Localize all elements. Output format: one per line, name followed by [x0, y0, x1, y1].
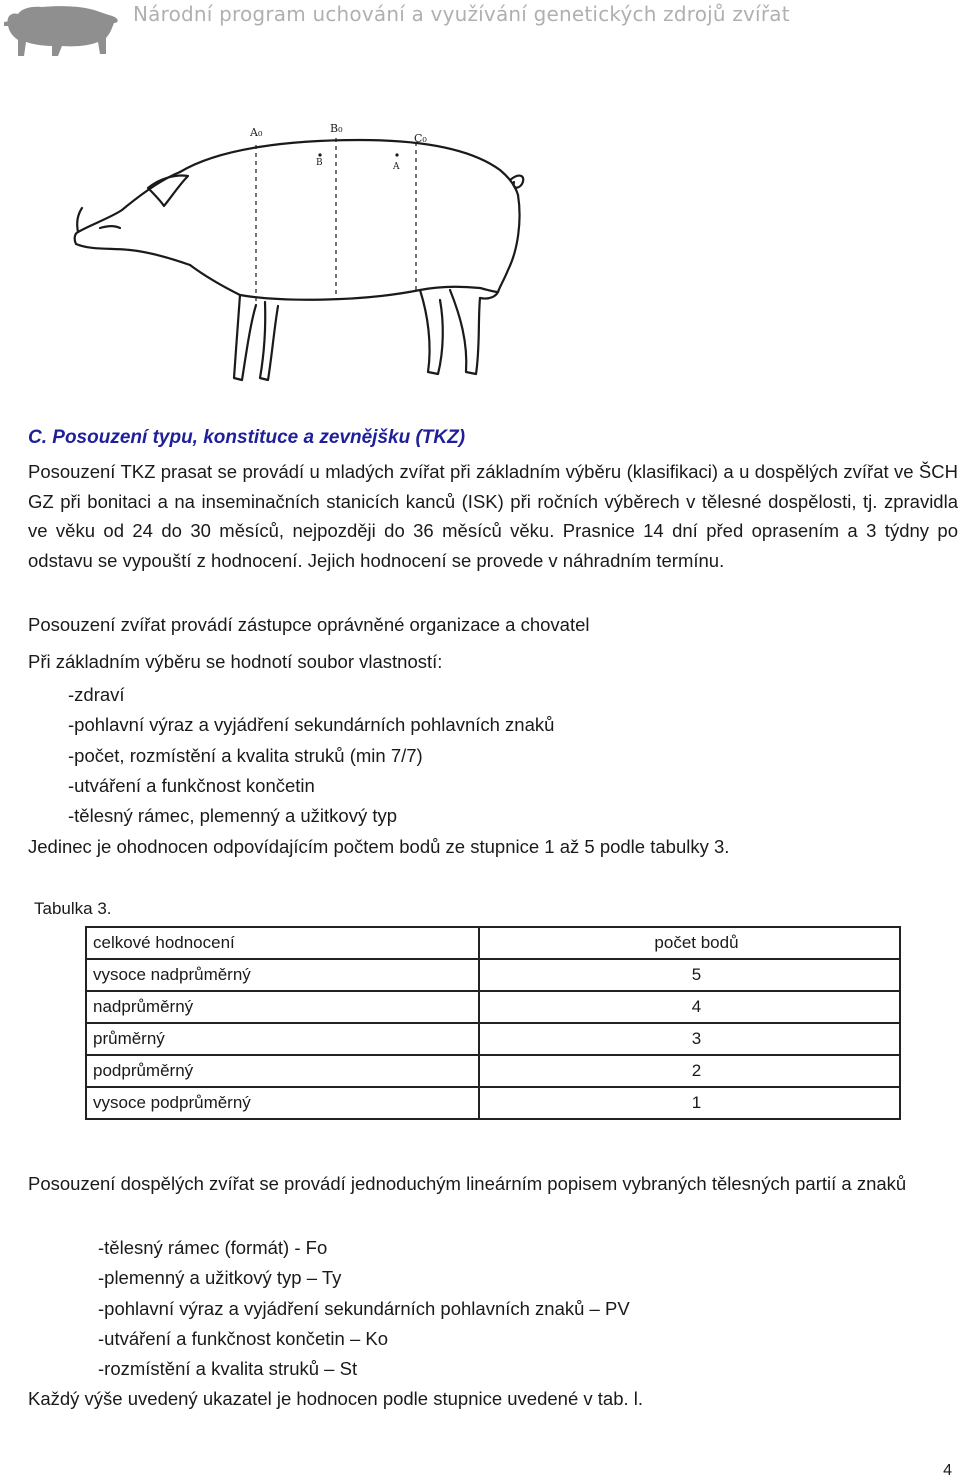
- intro-paragraph: Posouzení TKZ prasat se provádí u mladých zvířat při základním výběru (klasifikaci) a u dospělých zvířat ve ŠCH GZ při bonitaci a na inseminačních stanicích kanců (ISK) při ročních výběrech v tělesné dospělosti, tj. zpravidla ve věku od 24 do 30 měsíců, nejpozději do 36 měsíců věku. Prasnice 14 dní před oprasením a 3 týdny po odstavu se vypouští z hodnocení. Jejich hodnocení se provede v náhradním termínu.: [28, 461, 958, 571]
- list-item: -tělesný rámec (formát) - Fo: [98, 1237, 328, 1258]
- basic-selection-intro: Při základním výběru se hodnotí soubor vlastností:: [28, 651, 443, 672]
- list-item: -pohlavní výraz a vyjádření sekundárních pohlavních znaků – PV: [98, 1297, 630, 1319]
- table-cell: 2: [479, 1055, 900, 1087]
- table-cell: 5: [479, 959, 900, 991]
- adult-criteria-list: [98, 1233, 630, 1384]
- list-item: -zdraví: [68, 684, 125, 705]
- page-header: [0, 0, 960, 70]
- pig-figure: [60, 110, 540, 395]
- table-cell: průměrný: [86, 1023, 479, 1055]
- pig-line-drawing: [60, 110, 540, 395]
- adult-intro: Posouzení dospělých zvířat se provádí jednoduchým lineárním popisem vybraných tělesných partií a znaků: [28, 1173, 907, 1194]
- table-cell: vysoce podprůměrný: [86, 1087, 479, 1119]
- table-row: [86, 991, 900, 1023]
- list-item: -počet, rozmístění a kvalita struků (min 7/7): [68, 744, 423, 766]
- list-item: -tělesný rámec, plemenný a užitkový typ: [68, 805, 398, 827]
- section-title: C. Posouzení typu, konstituce a zevnějšku (TKZ): [28, 427, 466, 448]
- list-item: -rozmístění a kvalita struků – St: [98, 1358, 358, 1380]
- page-number: 4: [943, 1462, 952, 1479]
- figure-label-c0: C₀: [414, 132, 427, 145]
- table-row: [86, 1055, 900, 1087]
- table-cell: 1: [479, 1087, 900, 1119]
- header-title: Národní program uchování a využívání genetických zdrojů zvířat: [133, 2, 790, 26]
- table-header-cell: počet bodů: [479, 927, 900, 959]
- table-header-cell: celkové hodnocení: [86, 927, 479, 959]
- assessors-text: Posouzení zvířat provádí zástupce oprávněné organizace a chovatel: [28, 614, 590, 635]
- table-row: [86, 959, 900, 991]
- basic-criteria-list: [68, 680, 554, 831]
- scoring-note: Jedinec je ohodnocen odpovídajícím počtem bodů ze stupnice 1 až 5 podle tabulky 3.: [28, 836, 730, 857]
- table-cell: nadprůměrný: [86, 991, 479, 1023]
- table-cell: 4: [479, 991, 900, 1023]
- closing-text: Každý výše uvedený ukazatel je hodnocen podle stupnice uvedené v tab. l.: [28, 1388, 644, 1409]
- table-cell: 3: [479, 1023, 900, 1055]
- list-item: -utváření a funkčnost končetin – Ko: [98, 1327, 389, 1349]
- table-header-row: [86, 927, 900, 959]
- list-item: -plemenný a užitkový typ – Ty: [98, 1267, 342, 1289]
- table-row: [86, 1023, 900, 1055]
- table-row: [86, 1087, 900, 1119]
- table-cell: podprůměrný: [86, 1055, 479, 1087]
- table-cell: vysoce nadprůměrný: [86, 959, 479, 991]
- figure-label-a: A: [393, 162, 400, 172]
- pig-silhouette-icon: [2, 2, 120, 60]
- figure-label-b0: B₀: [330, 122, 343, 135]
- list-item: -utváření a funkčnost končetin: [68, 774, 315, 796]
- figure-label-b: B: [316, 158, 323, 168]
- figure-label-a0: A₀: [250, 126, 263, 139]
- table-caption: Tabulka 3.: [34, 899, 112, 918]
- score-table: [85, 926, 901, 1120]
- list-item: -pohlavní výraz a vyjádření sekundárních pohlavních znaků: [68, 714, 555, 736]
